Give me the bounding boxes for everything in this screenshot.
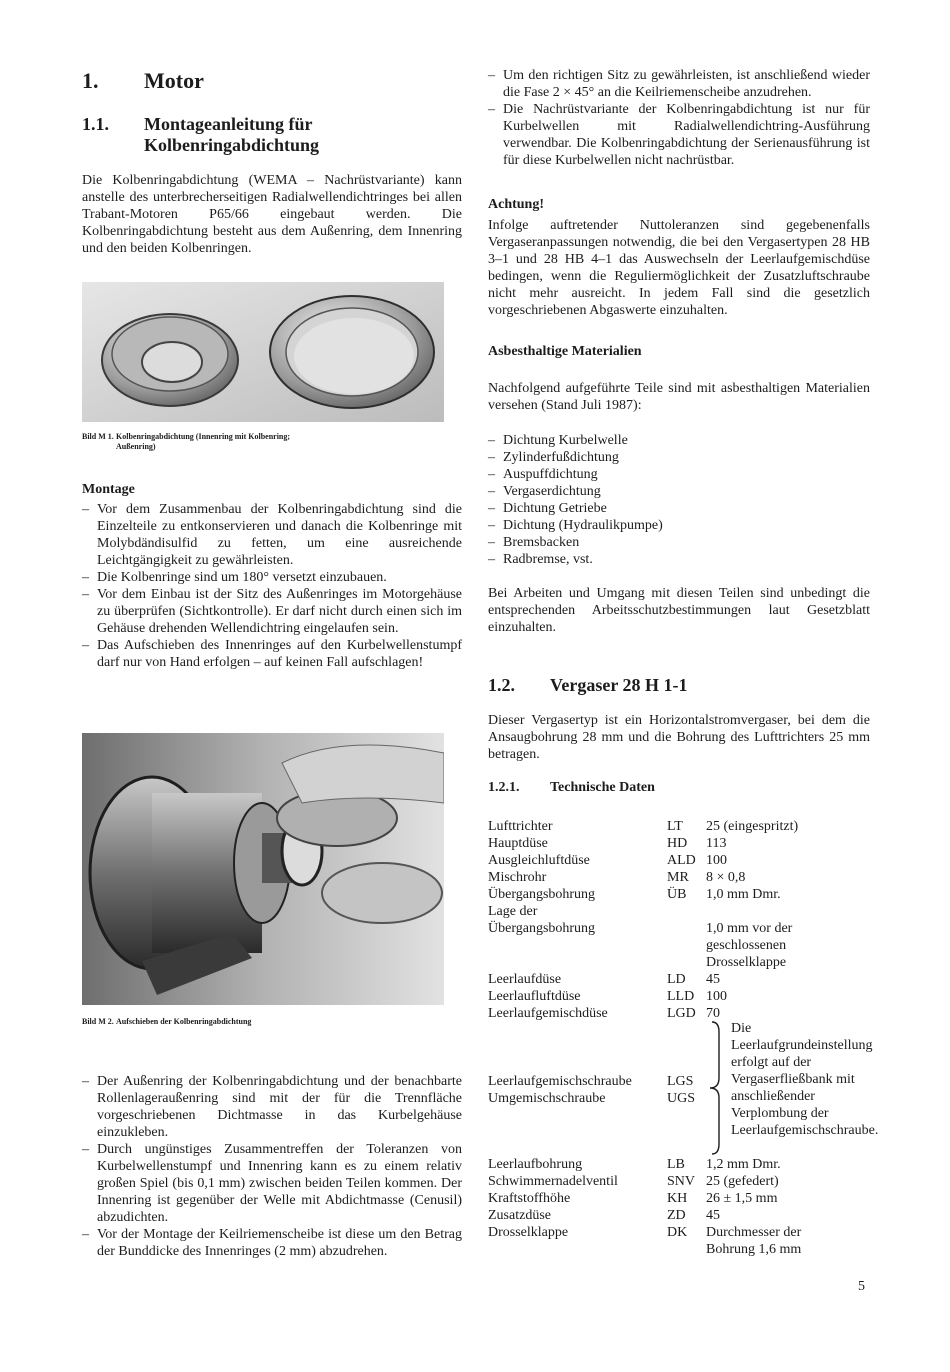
tech-value: 100 bbox=[706, 853, 727, 868]
asbest-item: – Vergaserdichtung bbox=[488, 483, 870, 500]
tech-abbr: LGD bbox=[667, 1006, 696, 1021]
tech-name: Leerlaufbohrung bbox=[488, 1157, 583, 1172]
figure-1-photo bbox=[82, 282, 444, 422]
section-1-1-title-line2: Kolbenringabdichtung bbox=[144, 135, 320, 155]
asbest-item: – Radbremse, vst. bbox=[488, 551, 870, 568]
page-number: 5 bbox=[858, 1279, 865, 1294]
tech-abbr: LGS bbox=[667, 1074, 694, 1089]
tech-name: Übergangsbohrung bbox=[488, 887, 596, 902]
tech-name: Zusatzdüse bbox=[488, 1208, 551, 1223]
section-1-2-1-number: 1.2.1. bbox=[488, 780, 520, 795]
section-1-2-number: 1.2. bbox=[488, 675, 515, 695]
section-1-1-number: 1.1. bbox=[82, 114, 109, 134]
tech-abbr: ÜB bbox=[667, 887, 687, 902]
tech-abbr: UGS bbox=[667, 1091, 696, 1106]
section-1-2-1-title: Technische Daten bbox=[550, 780, 655, 795]
tech-value: 1,0 mm vor der geschlossenen Drosselklappe bbox=[706, 921, 793, 970]
figure-2-label: Bild M 2. bbox=[82, 1017, 114, 1026]
curly-brace-icon bbox=[708, 1020, 724, 1156]
section-1-2-text: Dieser Vergasertyp ist ein Horizontalstromvergaser, bei dem die Ansaugbohrung 28 mm und die Bohrung des Lufttrichters 25 mm betragen. bbox=[488, 713, 870, 762]
tech-value: 25 (gefedert) bbox=[706, 1174, 779, 1189]
asbest-item: – Auspuffdichtung bbox=[488, 466, 870, 483]
achtung-heading: Achtung! bbox=[488, 197, 545, 212]
figure-1-caption-line2: Außenring) bbox=[116, 442, 156, 451]
montage2-item-2: – Durch ungünstiges Zusammentreffen der Toleranzen von Kurbelwellenstumpf und Innenring kann es zu einem relativ großen Spiel (bis 0,1 mm) zwischen beiden Teilen kommen. Der Innenring ist gegenüber der Welle mit Abdichtmasse (Cenusil) abzudichten. bbox=[82, 1141, 462, 1226]
tech-value: Durchmesser der Bohrung 1,6 mm bbox=[706, 1225, 802, 1257]
tech-value: 25 (eingespritzt) bbox=[706, 819, 799, 834]
tech-name: Lage der Übergangsbohrung bbox=[488, 904, 596, 936]
asbest-item: – Dichtung (Hydraulikpumpe) bbox=[488, 517, 870, 534]
tech-value: 100 bbox=[706, 989, 727, 1004]
tech-name: Schwimmernadelventil bbox=[488, 1174, 618, 1189]
asbest-intro: Nachfolgend aufgeführte Teile sind mit asbesthaltigen Materialien versehen (Stand Juli 1987): bbox=[488, 381, 870, 413]
montage-item-2: – Die Kolbenringe sind um 180° versetzt einzubauen. bbox=[82, 569, 462, 586]
tech-abbr: HD bbox=[667, 836, 688, 851]
tech-abbr: LD bbox=[667, 972, 686, 987]
tech-name: Leerlaufluftdüse bbox=[488, 989, 581, 1004]
piston-ring-seal-image bbox=[82, 282, 444, 422]
figure-2-photo bbox=[82, 733, 444, 1005]
tech-name: Lufttrichter bbox=[488, 819, 553, 834]
tech-name: Kraftstoffhöhe bbox=[488, 1191, 571, 1206]
right-top-list bbox=[488, 67, 870, 169]
figure-2-caption bbox=[82, 1017, 382, 1027]
mounting-seal-image bbox=[82, 733, 444, 1005]
achtung-text: Infolge auftretender Nuttoleranzen sind gegebenenfalls Vergaseranpassungen notwendig, die bei den Vergasertypen 28 HB 3–1 und 28 HB 4–1 das Auswechseln der Leerlaufgemischdüse bedingen, wenn die Reguliermöglichkeit der Zusatzluftschraube nicht mehr ausreicht. In jedem Fall sind die gesetzlich vorgeschriebenen Abgaswerte einzuhalten. bbox=[488, 218, 870, 318]
figure-1-caption bbox=[82, 432, 382, 452]
chapter-title: Motor bbox=[144, 68, 204, 93]
montage-list-continued bbox=[82, 1073, 462, 1260]
tech-value: 45 bbox=[706, 1208, 720, 1223]
tech-value: 26 ± 1,5 mm bbox=[706, 1191, 778, 1206]
tech-value: 1,0 mm Dmr. bbox=[706, 887, 781, 902]
asbest-item: – Bremsbacken bbox=[488, 534, 870, 551]
tech-abbr: MR bbox=[667, 870, 689, 885]
asbest-heading: Asbesthaltige Materialien bbox=[488, 344, 642, 359]
tech-value: 70 bbox=[706, 1006, 720, 1021]
right-top-item-2: – Die Nachrüstvariante der Kolbenringabdichtung ist nur für Kurbelwellen mit Radialwellendichtring-Ausführung verwendbar. Die Kolbenringabdichtung der Serienausführung ist für diese Kurbelwellen nicht nachrüstbar. bbox=[488, 101, 870, 169]
tech-name: Mischrohr bbox=[488, 870, 547, 885]
tech-name: Ausgleichluftdüse bbox=[488, 853, 590, 868]
figure-1-caption-line1: Kolbenringabdichtung (Innenring mit Kolbenring; bbox=[116, 432, 291, 441]
bracket-note: Die Leerlaufgrundeinstellung erfolgt auf der Vergaserfließbank mit anschließender Verplombung der Leerlaufgemischschraube. bbox=[731, 1021, 879, 1138]
montage-item-1: – Vor dem Zusammenbau der Kolbenringabdichtung sind die Einzelteile zu entkonservieren und danach die Kolbenringe mit Molybdändisulfid zu fetten, um eine ausreichende Leichtgängigkeit zu gewährleisten. bbox=[82, 501, 462, 569]
montage-item-3: – Vor dem Einbau ist der Sitz des Außenringes im Motorgehäuse zu überprüfen (Sichtkontrolle). Er darf nicht durch einen sich im Gehäuse drehenden Wellendichtring eingelaufen sein. bbox=[82, 586, 462, 637]
tech-value: 1,2 mm Dmr. bbox=[706, 1157, 781, 1172]
figure-2-caption-text: Aufschieben der Kolbenringabdichtung bbox=[116, 1017, 252, 1026]
tech-abbr: KH bbox=[667, 1191, 688, 1206]
asbest-item: – Dichtung Getriebe bbox=[488, 500, 870, 517]
tech-abbr: LT bbox=[667, 819, 683, 834]
section-1-1-intro: Die Kolbenringabdichtung (WEMA – Nachrüstvariante) kann anstelle des unterbrecherseitigen Radialwellendichtringes bei allen Trabant-Motoren P65/66 eingebaut werden. Die Kolbenringabdichtung besteht aus dem Außenring, dem Innenring und den beiden Kolbenringen. bbox=[82, 173, 462, 256]
tech-name: Leerlaufgemischschraube bbox=[488, 1074, 632, 1089]
section-1-2-title: Vergaser 28 H 1-1 bbox=[550, 675, 688, 695]
montage2-item-1: – Der Außenring der Kolbenringabdichtung und der benachbarte Rollenlageraußenring sind mit der für die Trennfläche vorgeschriebenen Dichtmasse in das Kurbelgehäuse einzukleben. bbox=[82, 1073, 462, 1141]
tech-value: 45 bbox=[706, 972, 720, 987]
tech-abbr: ALD bbox=[667, 853, 696, 868]
tech-value: 113 bbox=[706, 836, 727, 851]
tech-name: Drosselklappe bbox=[488, 1225, 569, 1240]
tech-name: Hauptdüse bbox=[488, 836, 548, 851]
section-1-1-title-line1: Montageanleitung für bbox=[144, 114, 313, 134]
figure-1-label: Bild M 1. bbox=[82, 432, 114, 441]
tech-abbr: LLD bbox=[667, 989, 695, 1004]
montage-item-4: – Das Aufschieben des Innenringes auf den Kurbelwellenstumpf darf nur von Hand erfolgen – auf keinen Fall aufschlagen! bbox=[82, 637, 462, 671]
chapter-number: 1. bbox=[82, 68, 99, 93]
montage-list bbox=[82, 501, 462, 671]
montage-heading: Montage bbox=[82, 482, 135, 497]
asbest-outro: Bei Arbeiten und Umgang mit diesen Teilen sind unbedingt die entsprechenden Arbeitsschutzbestimmungen laut Gesetzblatt einzuhalten. bbox=[488, 586, 870, 635]
tech-abbr: ZD bbox=[667, 1208, 686, 1223]
tech-abbr: DK bbox=[667, 1225, 688, 1240]
asbest-item: – Zylinderfußdichtung bbox=[488, 449, 870, 466]
tech-abbr: LB bbox=[667, 1157, 685, 1172]
right-top-item-1: – Um den richtigen Sitz zu gewährleisten, ist anschließend wieder die Fase 2 × 45° an die Keilriemenscheibe anzudrehen. bbox=[488, 67, 870, 101]
tech-name: Leerlaufgemischdüse bbox=[488, 1006, 608, 1021]
section-1-1-heading bbox=[82, 114, 462, 158]
tech-name: Leerlaufdüse bbox=[488, 972, 562, 987]
tech-abbr: SNV bbox=[667, 1174, 696, 1189]
tech-name: Umgemischschraube bbox=[488, 1091, 606, 1106]
asbest-item: – Dichtung Kurbelwelle bbox=[488, 432, 870, 449]
tech-value: 8 × 0,8 bbox=[706, 870, 746, 885]
asbest-list bbox=[488, 432, 870, 568]
montage2-item-3: – Vor der Montage der Keilriemenscheibe ist diese um den Betrag der Bunddicke des Innenringes (2 mm) abzudrehen. bbox=[82, 1226, 462, 1260]
